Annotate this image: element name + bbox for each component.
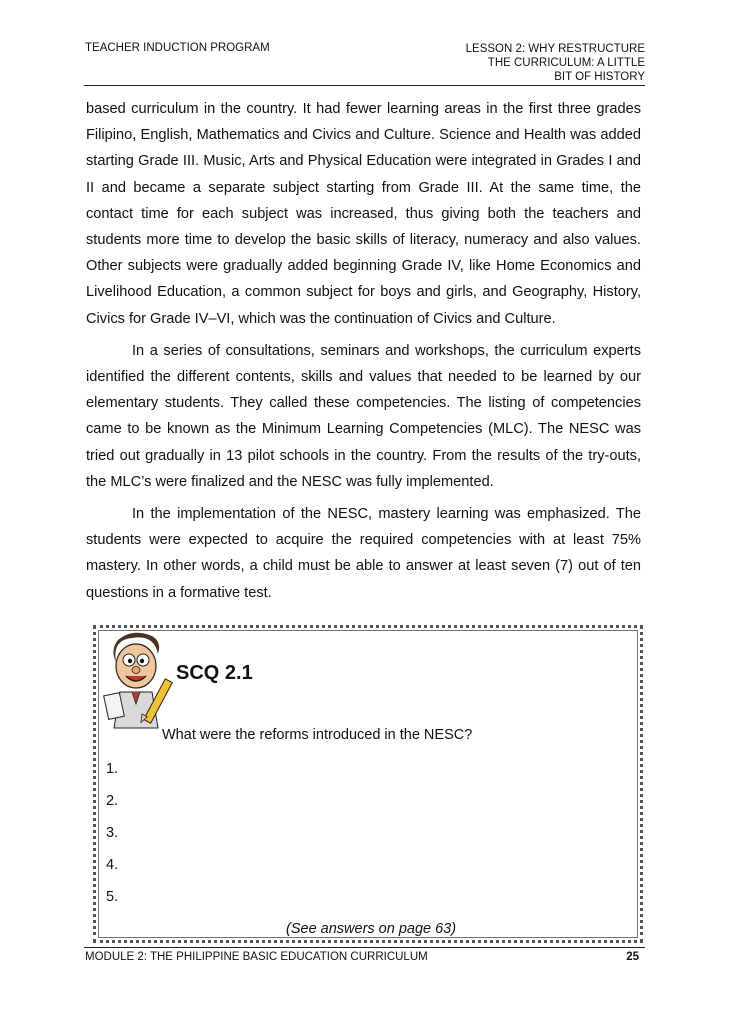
list-item: 2. [106, 793, 119, 809]
header-lesson-title [466, 42, 645, 84]
header-program-title: TEACHER INDUCTION PROGRAM [85, 42, 270, 54]
header-lesson-line-1: LESSON 2: WHY RESTRUCTURE [465, 43, 645, 55]
scq-question: What were the reforms introduced in the NESC? [162, 727, 473, 743]
header-lesson-line-2: THE CURRICULUM: A LITTLE [487, 57, 645, 69]
paragraph-3: In the implementation of the NESC, mastery learning was emphasized. The students were expected to acquire the required competencies with at least 75% mastery. In other words, a child must be able to answer at least seven (7) out of ten questions in a formative test. [86, 506, 641, 601]
list-item: 3. [106, 825, 119, 841]
footer-module-title: MODULE 2: THE PHILIPPINE BASIC EDUCATION CURRICULUM [85, 951, 428, 963]
paragraph-1: based curriculum in the country. It had fewer learning areas in the first three grades Filipino, English, Mathematics and Civics and Culture. Science and Health was added starting Grade III. Music, Arts and Physical Education were integrated in Grades I and II and became a separate subject starting from Grade III. At the same time, the contact time for each subject was increased, thus giving both the teachers and students more time to develop the basic skills of literacy, numeracy and also values. Other subjects were gradually added beginning Grade IV, like Home Economics and Livelihood Education, a common subject for boys and girls, and Geography, History, Civics for Grade IV–VI, which was the continuation of Civics and Culture. [86, 101, 641, 327]
list-item: 5. [106, 889, 119, 905]
list-item: 4. [106, 857, 119, 873]
footer-rule [84, 947, 645, 948]
list-item: 1. [106, 761, 119, 777]
header-lesson-line-3: BIT OF HISTORY [554, 71, 645, 83]
body-text [86, 96, 641, 612]
scq-answers-note: (See answers on page 63) [286, 921, 457, 937]
scq-answer-list [106, 761, 118, 921]
page-number: 25 [626, 951, 639, 963]
paragraph-2: In a series of consultations, seminars and workshops, the curriculum experts identified the different contents, skills and values that needed to be learned by our elementary students. They called these competencies. The listing of competencies came to be known as the Minimum Learning Competencies (MLC). The NESC was tried out gradually in 13 pilot schools in the country. From the results of the try-outs, the MLC’s were finalized and the NESC was fully implemented. [86, 342, 641, 490]
header-rule [84, 85, 645, 86]
scq-title: SCQ 2.1 [176, 662, 253, 684]
scq-box [93, 625, 643, 943]
teacher-mascot-icon [102, 632, 176, 732]
